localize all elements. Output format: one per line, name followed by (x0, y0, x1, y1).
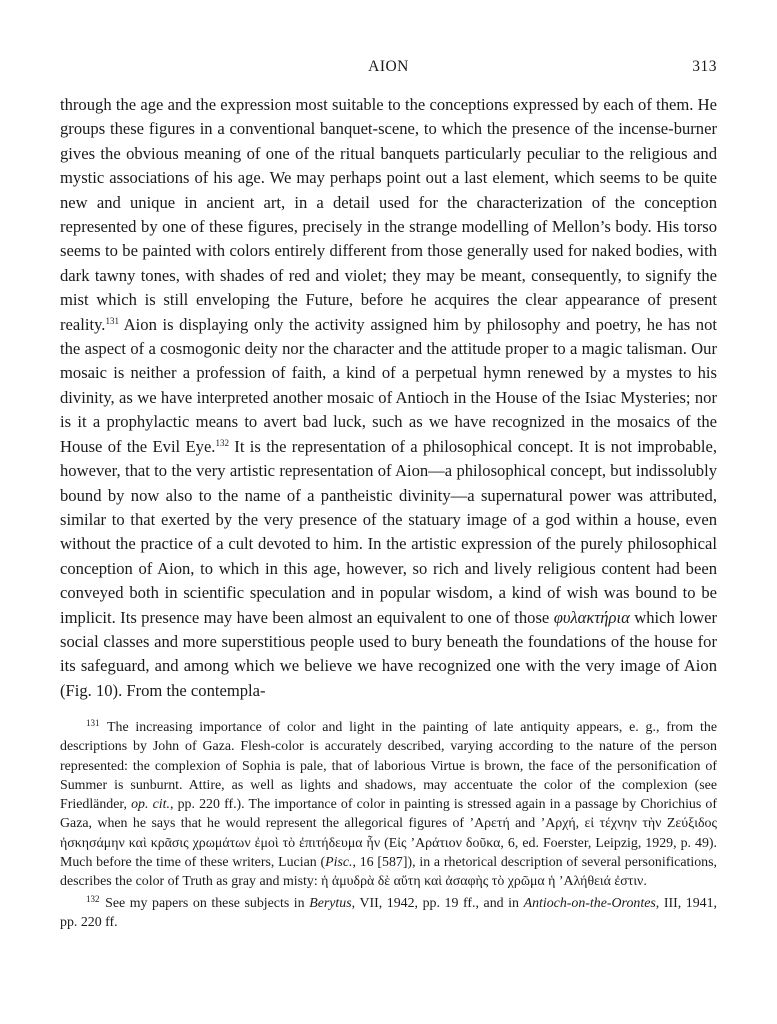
footnote-italic: Antioch-on-the-Orontes (523, 895, 656, 911)
footnote-number: 131 (86, 718, 100, 728)
footnote-132 (60, 894, 717, 933)
footnote-text: , VII, 1942, pp. 19 ff., and in (351, 895, 524, 911)
body-segment-1: through the age and the expression most suitable to the conceptions expressed by each of them. He groups these figures in a conventional banquet-scene, to which the presence of the incense-burner gives the obvious meaning of one of the ritual banquets particularly peculiar to the religious and mystic associations of his age. We may perhaps point out a last element, which seems to be quite new and unique in ancient art, in a detail used for the characterization of the conception represented by one of these figures, precisely in the strange modelling of Mellon’s body. His torso seems to be painted with colors entirely different from those generally used for naked bodies, with dark tawny tones, with shades of red and violet; they may be meant, consequently, to signify the mist which is still enveloping the Future, before he acquires the clear appearance of present reality. (60, 95, 717, 334)
footnote-text: See my papers on these subjects in (105, 895, 310, 911)
greek-term: φυλακτήρια (553, 607, 630, 627)
running-header (60, 58, 717, 80)
footnote-131 (60, 718, 717, 892)
footnote-text: The increasing importance of color and light in the painting of late antiquity appears, e. g., from the descriptions by John of Gaza. Flesh-color is accurately described, varying according to the nature of the person represented: the complexion of Sophia is pale, that of laborious Virtue is brown, the face of the personification of Summer is sunburnt. Attire, as well as lights and shadows, may accentuate the color of the complexion (see Friedländer, (60, 720, 717, 813)
footnote-number: 132 (86, 893, 100, 904)
running-title: AION (368, 58, 409, 75)
body-segment-2: Aion is displaying only the activity assigned him by philosophy and poetry, he has not the aspect of a cosmogonic deity nor the character and the attitude proper to a magic talisman. Our mosaic is neither a profession of faith, a kind of a perpetual hymn renewed by a mystes to his divinity, as we have interpreted another mosaic of Antioch in the House of the Isiac Mysteries; nor is it a prophylactic means to avert bad luck, such as we have recognized in the mosaics of the House of the Evil Eye. (60, 314, 717, 456)
footnotes (60, 718, 717, 932)
footnote-italic: op. cit. (131, 797, 170, 813)
main-text (60, 93, 717, 703)
body-paragraph (60, 93, 717, 703)
page-number: 313 (692, 58, 717, 75)
footnote-ref-132: 132 (215, 437, 229, 448)
footnote-text: , pp. 220 ff.). The importance of color in painting is stressed again in a passage by Chorichius of Gaza, when he says that he would represent the allegorical figures of ’Αρετή and ’Αρχή, εἰ τέχνην τὴν Ζεύξιδος ἠσκησάμην καὶ κρᾶσις χρωμάτων ἐμοὶ τὸ ἐπιτήδευμα ἦν (Εἰς ’Αράτιον δοῦκα, 6, ed. Foerster, Leipzig, 1929, p. 49). Much before the time of these writers, Lucian ( (60, 797, 717, 871)
footnote-ref-131: 131 (105, 315, 119, 326)
footnote-italic: Berytus (309, 895, 352, 911)
footnote-italic: Pisc. (325, 855, 353, 871)
footnote-text: , III, 1941, pp. 220 ff. (60, 895, 718, 930)
body-segment-4: which lower social classes and more superstitious people used to bury beneath the foundations of the house for its safeguard, and among which we believe we have recognized one with the very image of Aion (Fig. 10). From the contempla- (60, 607, 717, 700)
footnote-text: , 16 [587]), in a rhetorical description of several personifications, describes the color of Truth as gray and misty: ἡ ἀμυδρὰ δὲ αὕτη καὶ ἀσαφὴς τὸ χρῶμα ἡ ’Αλήθειά ἐστιν. (60, 855, 718, 890)
body-segment-3: It is the representation of a philosophical concept. It is not improbable, however, that to the very artistic representation of Aion—a philosophical concept, but indissolubly bound by now also to the name of a pantheistic divinity—a supernatural power was attributed, similar to that exerted by the very presence of the statuary image of a god within a house, even without the practice of a cult devoted to him. In the artistic expression of the purely philosophical conception of Aion, to which in this age, however, so rich and lively religious content had been conveyed both in scientific speculation and in popular wisdom, a kind of wish was bound to be implicit. Its presence may have been almost an equivalent to one of those (60, 436, 717, 627)
